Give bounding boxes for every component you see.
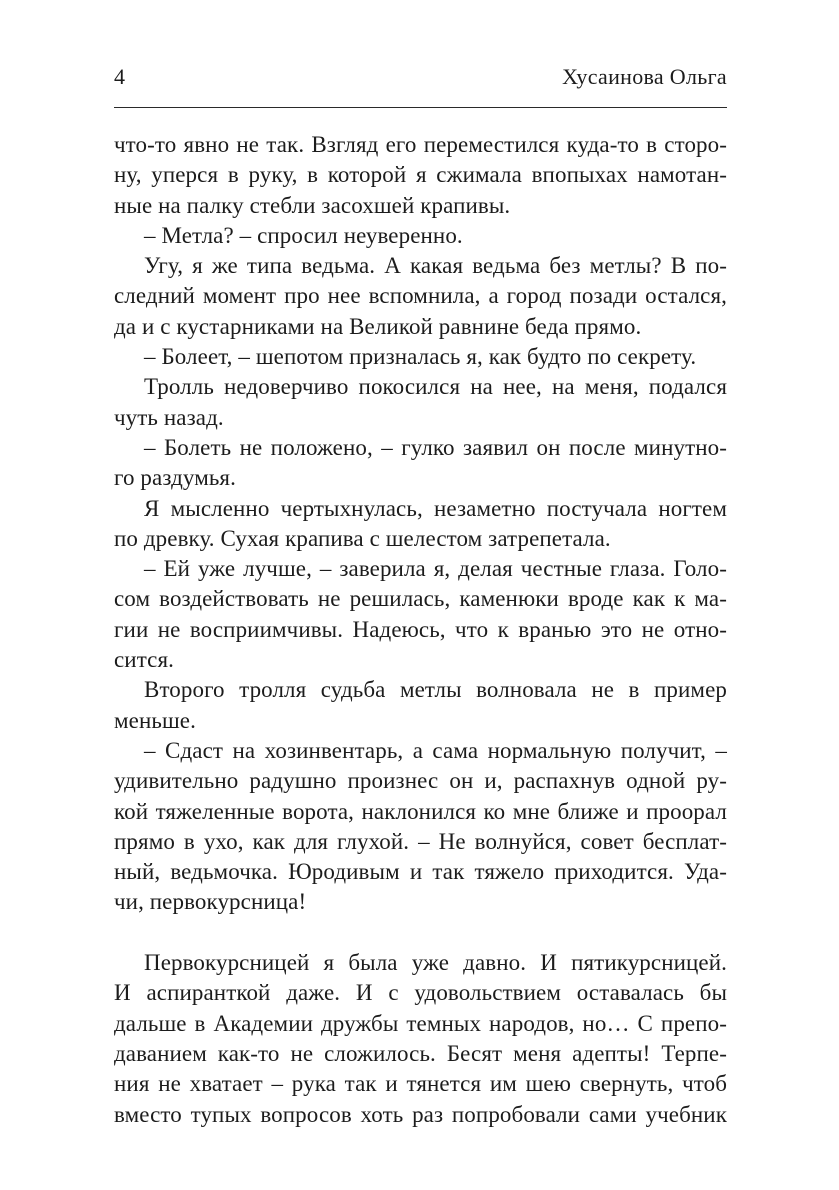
- text-line: ния не хватает – рука так и тянется им шею свернуть, чтоб: [114, 1071, 727, 1097]
- section-break: [114, 918, 727, 948]
- text-line: по древку. Сухая крапива с шелестом затрепетала.: [114, 525, 611, 551]
- text-line: следний момент про нее вспомнила, а город позади остался,: [114, 283, 727, 309]
- text-line: го раздумья.: [114, 465, 236, 491]
- text-line: сится.: [114, 647, 174, 673]
- text-line: Первокурсницей я была уже давно. И пятикурсницей.: [144, 950, 727, 976]
- text-line: Угу, я же типа ведьма. А какая ведьма без метлы? В по-: [144, 253, 727, 279]
- text-line: Тролль недоверчиво покосился на нее, на меня, подался: [144, 374, 727, 400]
- text-line: – Болеть не положено, – гулко заявил он после минутно-: [144, 434, 727, 460]
- text-line: удивительно радушно произнес он и, распахнув одной ру-: [114, 768, 727, 794]
- body-text: [114, 130, 727, 1130]
- text-line: кой тяжеленные ворота, наклонился ко мне ближе и проорал: [114, 798, 727, 824]
- text-line: даванием как-то не сложилось. Бесят меня адепты! Терпе-: [114, 1040, 727, 1066]
- text-line: гии не восприимчивы. Надеюсь, что к вранью это не отно-: [114, 616, 727, 642]
- text-line: ну, уперся в руку, в которой я сжимала впопыхах намотан-: [114, 162, 727, 188]
- text-line: вместо тупых вопросов хоть раз попробовали сами учебник: [114, 1101, 727, 1127]
- page-number: 4: [114, 64, 126, 89]
- text-line: чуть назад.: [114, 404, 224, 430]
- text-line: – Ей уже лучше, – заверила я, делая честные глаза. Голо-: [144, 556, 727, 582]
- text-line: – Метла? – спросил неуверенно.: [144, 222, 463, 248]
- text-line: ный, ведьмочка. Юродивым и так тяжело приходится. Уда-: [114, 859, 727, 885]
- text-line: чи, первокурсница!: [114, 889, 307, 915]
- text-line: сом воздействовать не решилась, каменюки вроде как к ма-: [114, 586, 727, 612]
- text-line: Я мысленно чертыхнулась, незаметно постучала ногтем: [144, 495, 727, 521]
- text-line: – Сдаст на хозинвентарь, а сама нормальную получит, –: [144, 737, 727, 763]
- header-rule: [114, 107, 727, 108]
- text-line: что-то явно не так. Взгляд его переместился куда-то в сторо-: [114, 132, 727, 157]
- running-header: [114, 64, 727, 90]
- text-line: дальше в Академии дружбы темных народов, но… С препо-: [114, 1010, 727, 1036]
- text-line: – Болеет, – шепотом призналась я, как будто по секрету.: [144, 344, 697, 370]
- text-line: да и с кустарниками на Великой равнине беда прямо.: [114, 313, 642, 339]
- text-line: прямо в ухо, как для глухой. – Не волнуйся, совет бесплат-: [114, 828, 727, 854]
- text-line: Второго тролля судьба метлы волновала не в пример: [144, 677, 727, 703]
- author-name: Хусаинова Ольга: [562, 64, 727, 89]
- text-line: ные на палку стебли засохшей крапивы.: [114, 192, 511, 218]
- text-line: И аспиранткой даже. И с удовольствием оставалась бы: [114, 980, 727, 1006]
- text-line: меньше.: [114, 707, 196, 733]
